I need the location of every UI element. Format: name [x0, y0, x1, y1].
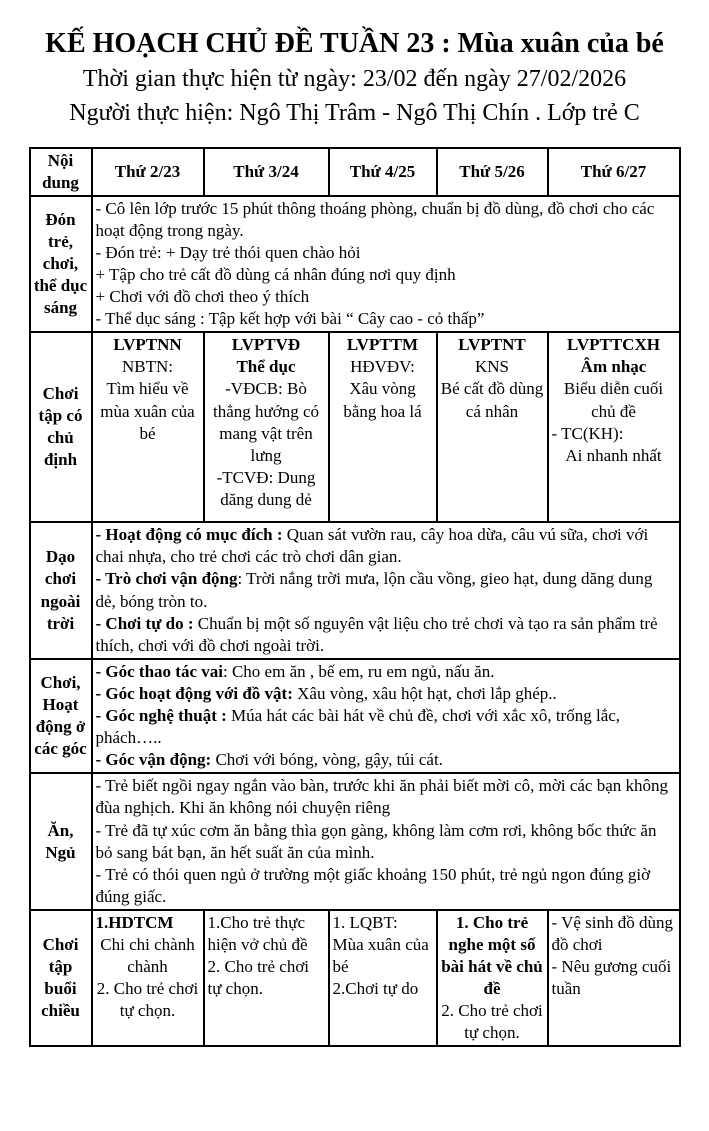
row-label: Chơi tập buổi chiều	[30, 910, 92, 1047]
text-segment: LVPTVĐ	[231, 335, 301, 355]
text-segment: Ai nhanh nhất	[565, 445, 662, 465]
table-row	[30, 773, 680, 910]
content-line	[441, 378, 544, 422]
text-segment: - Trẻ có thói quen ngủ ở trường một giấc khoảng 150 phút, trẻ ngủ ngon đúng giờ đúng giấc.	[95, 864, 651, 906]
text-segment: 1.Cho trẻ thực hiện vở chủ đề	[207, 912, 308, 954]
text-segment: - Chơi tự do :	[95, 613, 194, 633]
content-line	[208, 334, 325, 356]
document-title: KẾ HOẠCH CHỦ ĐỀ TUẦN 23 : Mùa xuân của bé	[45, 28, 664, 59]
content-line	[96, 334, 200, 356]
text-segment: LVPTTCXH	[567, 335, 660, 355]
table-header-row	[30, 148, 680, 196]
content-line	[96, 820, 676, 864]
day-cell	[437, 910, 548, 1047]
content-line	[552, 378, 676, 422]
day-cell	[548, 910, 680, 1047]
content-line	[333, 356, 433, 378]
content-line	[552, 445, 676, 467]
text-segment: LVPTNT	[458, 335, 526, 355]
text-segment: Xâu vòng bằng hoa lá	[343, 379, 422, 421]
text-segment: - Đón trẻ: + Dạy trẻ thói quen chào hỏi	[95, 242, 361, 262]
content-line	[96, 749, 676, 771]
text-segment: Chi chi chành chành	[100, 934, 195, 977]
text-segment: 1. LQBT:	[332, 912, 398, 932]
row-label: Chơi tập có chủ định	[30, 332, 92, 522]
content-line	[333, 934, 433, 978]
text-segment: Quan sát vườn rau, cây hoa dừa, câu vú sữa, chơi với chai nhựa, cho trẻ chơi các trò chơi dân gian.	[95, 525, 649, 567]
row-label: Dạo chơi ngoài trời	[30, 522, 92, 659]
text-segment: NBTN:	[122, 357, 173, 377]
day-cell	[92, 910, 204, 1047]
content-line	[208, 356, 325, 378]
content-line	[96, 568, 676, 612]
text-segment: HĐVĐV:	[350, 357, 415, 377]
content-line	[333, 378, 433, 422]
column-header: Thứ 4/25	[329, 148, 437, 196]
table-row	[30, 332, 680, 522]
content-line	[208, 912, 325, 956]
row-label: Đón trẻ, chơi, thể dục sáng	[30, 196, 92, 333]
text-segment: - Góc nghệ thuật :	[95, 706, 227, 726]
text-segment: - Trò chơi vận động	[95, 569, 238, 589]
text-segment: + Chơi với đồ chơi theo ý thích	[95, 287, 310, 307]
content-line	[333, 912, 433, 934]
content-line	[96, 705, 676, 749]
text-segment: : Trời nắng trời mưa, lộn cầu vồng, gieo hạt, dung dăng dung dẻ, bóng tròn to.	[95, 569, 653, 611]
text-segment: - Góc vận động:	[95, 750, 212, 770]
content-line	[552, 956, 676, 1000]
text-segment: KNS	[474, 357, 509, 377]
day-cell	[329, 332, 437, 522]
content-line	[96, 524, 676, 568]
day-cell	[204, 910, 329, 1047]
text-segment: : Cho em ăn , bế em, ru em ngủ, nấu ăn.	[222, 661, 495, 681]
content-line	[552, 912, 676, 956]
text-segment: LVPTTM	[346, 335, 419, 355]
text-segment: - Vệ sinh đồ dùng đồ chơi	[551, 912, 674, 954]
text-segment: 1. Cho trẻ nghe một số bài hát về chủ đề	[441, 912, 543, 999]
content-line	[96, 661, 676, 683]
text-segment: Thể dục	[236, 357, 296, 377]
content-line	[552, 356, 676, 378]
merged-content-cell	[92, 659, 680, 773]
column-header: Thứ 5/26	[437, 148, 548, 196]
content-line	[333, 978, 433, 1000]
content-line	[96, 286, 676, 308]
text-segment: - Trẻ đã tự xúc cơm ăn bằng thìa gọn gàng, không làm cơm rơi, không bốc thức ăn bỏ sang bát bạn, ăn hết suất ăn của mình.	[95, 820, 657, 862]
text-segment: 2. Cho trẻ chơi tự chọn.	[207, 957, 310, 999]
column-header: Thứ 3/24	[204, 148, 329, 196]
weekly-plan-table	[29, 147, 681, 1048]
content-line	[441, 912, 544, 1000]
column-header: Nội dung	[30, 148, 92, 196]
day-cell	[204, 332, 329, 522]
content-line	[96, 683, 676, 705]
column-header: Thứ 6/27	[548, 148, 680, 196]
merged-content-cell	[92, 522, 680, 659]
day-cell	[329, 910, 437, 1047]
content-line	[96, 356, 200, 378]
text-segment: Bé cất đồ dùng cá nhân	[440, 379, 544, 421]
column-header: Thứ 2/23	[92, 148, 204, 196]
merged-content-cell	[92, 196, 680, 333]
content-line	[96, 775, 676, 819]
row-label: Ăn, Ngủ	[30, 773, 92, 910]
text-segment: Xâu vòng, xâu hột hạt, chơi lắp ghép..	[292, 683, 557, 703]
text-segment: 2. Cho trẻ chơi tự chọn.	[96, 979, 199, 1021]
table-row	[30, 910, 680, 1047]
text-segment: Chơi với bóng, vòng, gậy, túi cát.	[211, 750, 443, 770]
text-segment: Chuẩn bị một số nguyên vật liệu cho trẻ chơi và tạo ra sản phẩm trẻ thích, chơi với đồ chơi ngoài trời.	[95, 613, 658, 655]
content-line	[96, 378, 200, 444]
content-line	[96, 978, 200, 1022]
day-cell	[437, 332, 548, 522]
text-segment: - Cô lên lớp trước 15 phút thông thoáng phòng, chuẩn bị đồ dùng, đồ chơi cho các hoạt động trong ngày.	[95, 198, 655, 240]
content-line	[96, 934, 200, 978]
text-segment: LVPTNN	[113, 335, 182, 355]
content-line	[441, 334, 544, 356]
day-cell	[548, 332, 680, 522]
text-segment: - Nêu gương cuối tuần	[551, 957, 672, 999]
text-segment: 2. Cho trẻ chơi tự chọn.	[441, 1001, 543, 1043]
text-segment: - Góc hoạt động với đồ vật:	[95, 683, 293, 703]
text-segment: 1.HDTCM	[95, 912, 174, 932]
text-segment: -VĐCB: Bò thẳng hướng có mang vật trên lưng	[212, 379, 320, 465]
text-segment: - Hoạt động có mục đích :	[95, 525, 283, 545]
text-segment: Mùa xuân của bé	[332, 934, 429, 977]
text-segment: - Góc thao tác vai	[95, 661, 223, 681]
content-line	[96, 912, 200, 934]
text-segment: - Thể dục sáng : Tập kết hợp với bài “ Cây cao - cỏ thấp”	[95, 309, 485, 329]
content-line	[208, 378, 325, 466]
table-row	[30, 659, 680, 773]
text-segment: - Trẻ biết ngồi ngay ngắn vào bàn, trước khi ăn phải biết mời cô, mời các bạn không đùa nghịch. Khi ăn không nói chuyện riêng	[95, 776, 669, 818]
row-label: Chơi, Hoạt động ở các góc	[30, 659, 92, 773]
text-segment: Múa hát các bài hát về chủ đề, chơi với xắc xô, trống lắc, phách…..	[95, 706, 621, 748]
text-segment: Biểu diễn cuối chủ đề	[563, 379, 664, 421]
merged-content-cell	[92, 773, 680, 910]
text-segment: -TCVĐ: Dung dăng dung dẻ	[216, 467, 316, 509]
document-subtitle-time: Thời gian thực hiện từ ngày: 23/02 đến ngày 27/02/2026	[82, 66, 627, 93]
content-line	[96, 264, 676, 286]
text-segment: Âm nhạc	[580, 357, 647, 377]
table-row	[30, 522, 680, 659]
text-segment: Tìm hiểu về mùa xuân của bé	[100, 379, 195, 443]
text-segment: + Tập cho trẻ cất đồ dùng cá nhân đúng nơi quy định	[95, 265, 456, 285]
text-segment: - TC(KH):	[551, 423, 624, 443]
content-line	[208, 956, 325, 1000]
document-subtitle-author: Người thực hiện: Ngô Thị Trâm - Ngô Thị Chín . Lớp trẻ C	[69, 100, 640, 127]
content-line	[441, 1000, 544, 1044]
content-line	[333, 334, 433, 356]
content-line	[552, 334, 676, 356]
content-line	[96, 864, 676, 908]
content-line	[96, 613, 676, 657]
content-line	[96, 242, 676, 264]
table-row	[30, 196, 680, 333]
content-line	[208, 467, 325, 511]
day-cell	[92, 332, 204, 522]
content-line	[96, 198, 676, 242]
content-line	[441, 356, 544, 378]
content-line	[96, 308, 676, 330]
text-segment: 2.Chơi tự do	[332, 979, 419, 999]
content-line	[552, 423, 676, 445]
